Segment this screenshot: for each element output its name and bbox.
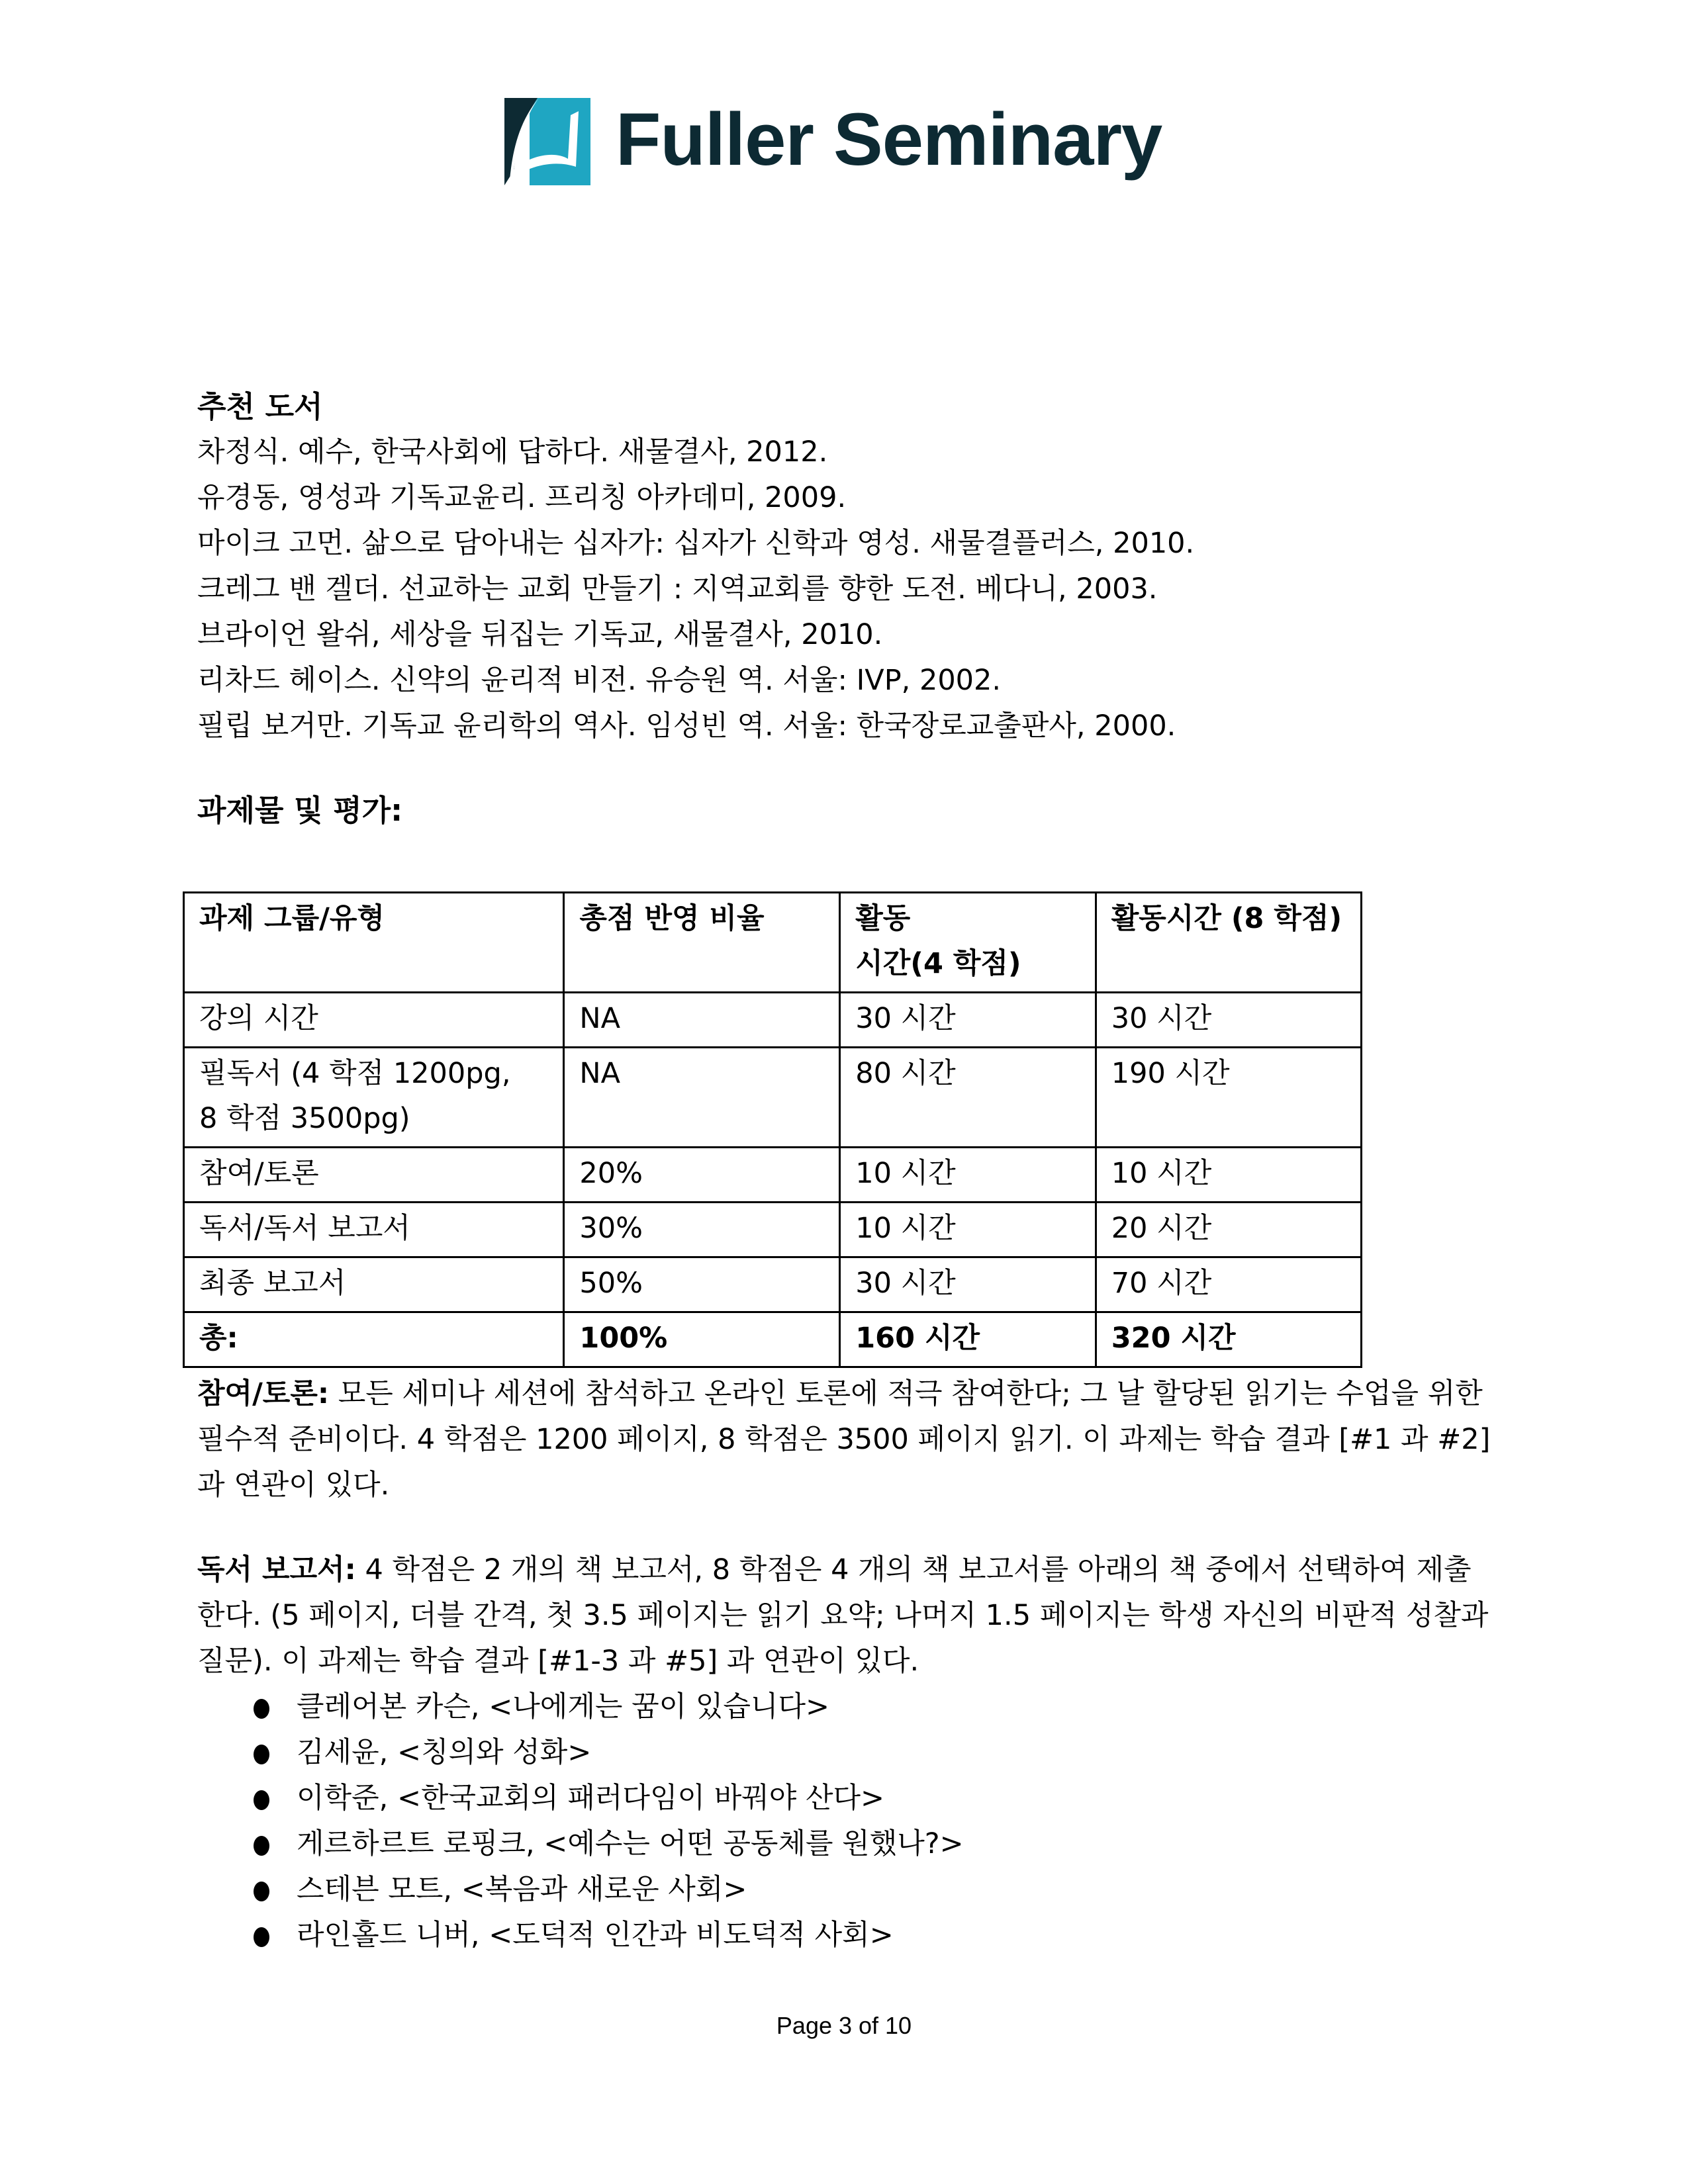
cell: 190 시간 — [1096, 1048, 1361, 1148]
cell-line: 8 학점 3500pg) — [199, 1102, 410, 1135]
book-reference: 필립 보거만. 기독교 윤리학의 역사. 임성빈 역. 서울: 한국장로교출판사, 2000. — [197, 709, 1176, 743]
book-report-list — [197, 1684, 1495, 1958]
participation-paragraph — [197, 1371, 1495, 1508]
cell: 80 시간 — [840, 1048, 1096, 1148]
header-line: 시간(4 학점) — [855, 947, 1021, 980]
table-header-row — [184, 893, 1362, 993]
page-number: Page 3 of 10 — [776, 2012, 912, 2039]
table-row — [184, 1257, 1362, 1312]
list-item — [197, 1867, 1495, 1913]
header-cell: 활동시간 (8 학점) — [1096, 893, 1361, 993]
bullet-icon — [254, 1927, 269, 1947]
header-line: 활동 — [855, 902, 911, 935]
list-item — [197, 1776, 1495, 1821]
cell: 160 시간 — [840, 1312, 1096, 1367]
list-item — [197, 1684, 1495, 1730]
table-row — [184, 1048, 1362, 1148]
book-logo-icon — [504, 98, 590, 185]
list-item — [197, 1821, 1495, 1867]
cell: 참여/토론 — [184, 1148, 564, 1203]
cell: 30 시간 — [840, 993, 1096, 1048]
list-item-text: 클레어본 카슨, <나에게는 꿈이 있습니다> — [297, 1690, 830, 1723]
bullet-icon — [254, 1745, 269, 1764]
table-total-row — [184, 1312, 1362, 1367]
book-reference: 마이크 고먼. 삶으로 담아내는 십자가: 십자가 신학과 영성. 새물결플러스, 2010. — [197, 527, 1195, 560]
cell: 320 시간 — [1096, 1312, 1361, 1367]
book-reference: 크레그 밴 겔더. 선교하는 교회 만들기 : 지역교회를 향한 도전. 베다니, 2003. — [197, 572, 1158, 606]
logo-wordmark: Fuller Seminary — [616, 98, 1162, 181]
list-item — [197, 1730, 1495, 1776]
list-item-text: 게르하르트 로핑크, <예수는 어떤 공동체를 원했나?> — [297, 1827, 964, 1860]
cell: 총: — [184, 1312, 564, 1367]
cell: 20 시간 — [1096, 1203, 1361, 1257]
cell: 독서/독서 보고서 — [184, 1203, 564, 1257]
book-report-paragraph — [197, 1547, 1495, 1958]
participation-text: 모든 세미나 세션에 참석하고 온라인 토론에 적극 참여한다; 그 날 할당된 읽기는 수업을 위한 필수적 준비이다. 4 학점은 1200 페이지, 8 학점은 3500 페이지 읽기. 이 과제는 학습 결과 [#1 과 #2] 과 연관이 있다. — [197, 1377, 1491, 1502]
book-reference: 차정식. 예수, 한국사회에 답하다. 새물결사, 2012. — [197, 435, 828, 469]
bullet-icon — [254, 1699, 269, 1719]
book-reference: 브라이언 왈쉬, 세상을 뒤집는 기독교, 새물결사, 2010. — [197, 618, 883, 651]
cell: 30% — [564, 1203, 840, 1257]
list-item-text: 스테븐 모트, <복음과 새로운 사회> — [297, 1873, 747, 1906]
cell: 10 시간 — [840, 1203, 1096, 1257]
cell — [184, 1048, 564, 1148]
recommended-books-heading: 추천 도서 — [197, 389, 323, 424]
header-cell: 과제 그룹/유형 — [184, 893, 564, 993]
cell: 강의 시간 — [184, 993, 564, 1048]
table-row — [184, 1148, 1362, 1203]
recommended-books-section — [197, 384, 1495, 833]
cell: 100% — [564, 1312, 840, 1367]
book-report-label: 독서 보고서: — [197, 1553, 356, 1586]
cell: 30 시간 — [1096, 993, 1361, 1048]
list-item-text: 김세윤, <칭의와 성화> — [297, 1736, 592, 1769]
participation-label: 참여/토론: — [197, 1377, 330, 1410]
cell: 50% — [564, 1257, 840, 1312]
assignments-table — [183, 891, 1362, 1368]
cell: 20% — [564, 1148, 840, 1203]
cell: 70 시간 — [1096, 1257, 1361, 1312]
fuller-logo — [504, 98, 1162, 185]
book-reference: 리차드 헤이스. 신약의 윤리적 비전. 유승원 역. 서울: IVP, 2002. — [197, 664, 1002, 697]
list-item-text: 라인홀드 니버, <도덕적 인간과 비도덕적 사회> — [297, 1919, 894, 1952]
cell: NA — [564, 1048, 840, 1148]
cell: 최종 보고서 — [184, 1257, 564, 1312]
header-cell — [840, 893, 1096, 993]
cell: 30 시간 — [840, 1257, 1096, 1312]
cell: 10 시간 — [1096, 1148, 1361, 1203]
book-report-text: 4 학점은 2 개의 책 보고서, 8 학점은 4 개의 책 보고서를 아래의 책 중에서 선택하여 제출한다. (5 페이지, 더블 간격, 첫 3.5 페이지는 읽기 요약; 나머지 1.5 페이지는 학생 자신의 비판적 성찰과 질문). 이 과제는 학습 결과 [#1-3 과 #5] 과 연관이 있다. — [197, 1553, 1489, 1678]
book-reference: 유경동, 영성과 기독교윤리. 프리칭 아카데미, 2009. — [197, 481, 847, 514]
list-item — [197, 1913, 1495, 1958]
cell: 10 시간 — [840, 1148, 1096, 1203]
table-row — [184, 1203, 1362, 1257]
assignments-heading: 과제물 및 평가: — [197, 793, 403, 828]
list-item-text: 이학준, <한국교회의 패러다임이 바꿔야 산다> — [297, 1782, 885, 1815]
bullet-icon — [254, 1790, 269, 1810]
bullet-icon — [254, 1836, 269, 1856]
bullet-icon — [254, 1882, 269, 1901]
table-row — [184, 993, 1362, 1048]
cell-line: 필독서 (4 학점 1200pg, — [199, 1057, 511, 1090]
cell: NA — [564, 993, 840, 1048]
header-cell: 총점 반영 비율 — [564, 893, 840, 993]
